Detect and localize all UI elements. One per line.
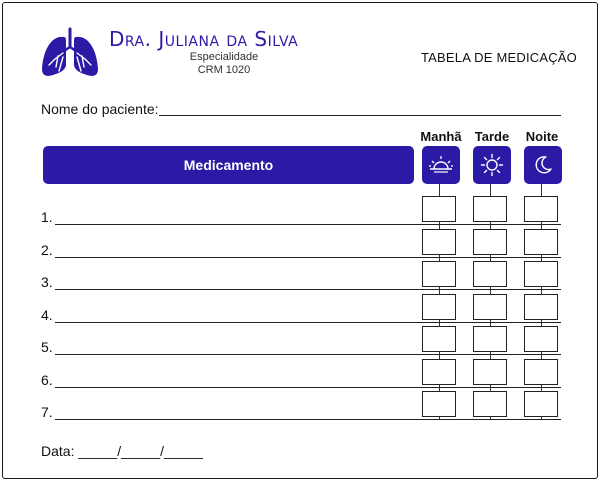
patient-name-field[interactable] xyxy=(159,115,561,116)
checkbox-morning[interactable] xyxy=(422,359,456,385)
period-label-afternoon: Tarde xyxy=(474,129,510,144)
checkbox-morning[interactable] xyxy=(422,294,456,320)
checkbox-afternoon[interactable] xyxy=(473,294,507,320)
crm-number: CRM 1020 xyxy=(197,64,251,76)
prescription-card xyxy=(2,2,598,479)
checkbox-afternoon[interactable] xyxy=(473,229,507,255)
row-number: 1. xyxy=(41,209,53,225)
medication-line[interactable] xyxy=(55,419,561,420)
patient-name-label: Nome do paciente: xyxy=(41,101,159,117)
medication-line[interactable] xyxy=(55,354,561,355)
sunrise-icon xyxy=(422,146,460,184)
specialty: Especialidade xyxy=(189,51,259,63)
checkbox-night[interactable] xyxy=(524,229,558,255)
checkbox-night[interactable] xyxy=(524,294,558,320)
medication-line[interactable] xyxy=(55,257,561,258)
row-number: 7. xyxy=(41,404,53,420)
checkbox-night[interactable] xyxy=(524,261,558,287)
checkbox-afternoon[interactable] xyxy=(473,261,507,287)
checkbox-morning[interactable] xyxy=(422,261,456,287)
document-title: TABELA DE MEDICAÇÃO xyxy=(421,50,577,65)
row-number: 3. xyxy=(41,274,53,290)
checkbox-afternoon[interactable] xyxy=(473,196,507,222)
lungs-icon xyxy=(39,27,101,79)
medication-line[interactable] xyxy=(55,387,561,388)
row-number: 4. xyxy=(41,306,53,323)
checkbox-night[interactable] xyxy=(524,326,558,352)
medication-header-label: Medicamento xyxy=(183,157,274,173)
medication-line[interactable] xyxy=(55,289,561,290)
checkbox-night[interactable] xyxy=(524,196,558,222)
checkbox-afternoon[interactable] xyxy=(473,359,507,385)
checkbox-afternoon[interactable] xyxy=(473,391,507,417)
period-label-morning: Manhã xyxy=(420,129,462,144)
checkbox-morning[interactable] xyxy=(422,391,456,417)
checkbox-night[interactable] xyxy=(524,391,558,417)
medication-header xyxy=(43,146,414,184)
period-label-night: Noite xyxy=(525,129,559,144)
row-number: 5. xyxy=(41,339,53,355)
row-number: 6. xyxy=(41,371,53,388)
date-field[interactable]: Data: _____/_____/_____ xyxy=(41,443,203,459)
row-number: 2. xyxy=(41,241,53,258)
checkbox-morning[interactable] xyxy=(422,326,456,352)
sun-icon xyxy=(473,146,511,184)
doctor-name: Dra. Juliana da Silva xyxy=(109,27,299,51)
checkbox-night[interactable] xyxy=(524,359,558,385)
medication-line[interactable] xyxy=(55,322,561,323)
moon-icon xyxy=(524,146,562,184)
checkbox-morning[interactable] xyxy=(422,196,456,222)
checkbox-afternoon[interactable] xyxy=(473,326,507,352)
medication-line[interactable] xyxy=(55,224,561,225)
checkbox-morning[interactable] xyxy=(422,229,456,255)
